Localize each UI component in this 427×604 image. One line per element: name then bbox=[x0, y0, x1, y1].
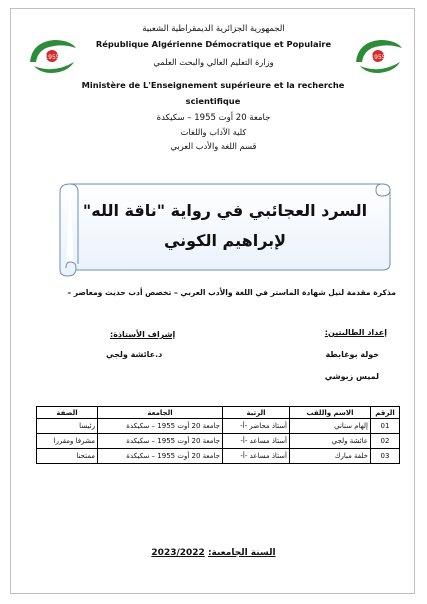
table-row bbox=[37, 449, 400, 464]
cell-role: ممتحنا bbox=[37, 449, 98, 464]
students-label: إعداد الطالبتين: bbox=[324, 328, 387, 337]
thesis-title: السرد العجائبي في رواية "ناقة الله" لإبراهيم الكوني bbox=[82, 201, 368, 250]
ministry-fr: Ministère de L'Enseignement supérieure et la recherche scientifique bbox=[81, 80, 345, 106]
department-name: قسم اللغة والأدب العربي bbox=[170, 141, 257, 151]
ministry-ar: وزارة التعليم العالي والبحث العلمي bbox=[153, 57, 274, 67]
committee-table bbox=[36, 406, 400, 464]
col-role: الصفة bbox=[37, 407, 98, 419]
republic-fr: République Algérienne Démocratique et Populaire bbox=[95, 39, 332, 49]
academic-year-label: السنة الجامعية: bbox=[207, 548, 276, 558]
svg-text:1955: 1955 bbox=[370, 54, 386, 61]
cell-role: رئيسا bbox=[37, 419, 98, 434]
cell-rank: أستاذ محاضر -أ- bbox=[223, 419, 290, 434]
col-name: الاسم واللقب bbox=[290, 407, 371, 419]
thesis-note: مذكرة مقدمة لنيل شهادة الماستر في اللغة والأدب العربي – تخصص أدب حديث ومعاصر – bbox=[67, 288, 396, 297]
cell-name: خلفة مبارك bbox=[290, 449, 371, 464]
cell-rank: أستاذ مساعد -أ- bbox=[223, 449, 290, 464]
col-number: الرقم bbox=[371, 407, 400, 419]
academic-year-value: 2023/2022 bbox=[151, 548, 205, 558]
table-header-row bbox=[37, 407, 400, 419]
cell-number: 03 bbox=[371, 449, 400, 464]
cell-name: إلهام سناني bbox=[290, 419, 371, 434]
university-name: جامعة 20 أوت 1955 – سكيكدة bbox=[156, 113, 271, 123]
cell-rank: أستاذ مساعد -أ- bbox=[223, 434, 290, 449]
republic-ar: الجمهورية الجزائرية الديمقراطية الشعبية bbox=[142, 24, 285, 34]
table-row bbox=[37, 434, 400, 449]
col-university: الجامعة bbox=[98, 407, 223, 419]
cell-university: جامعة 20 أوت 1955 – سكيكدة bbox=[98, 449, 223, 464]
svg-text:1955: 1955 bbox=[44, 54, 60, 61]
supervisor-name: د.عائشة ولجي bbox=[106, 350, 163, 359]
academic-year bbox=[0, 548, 427, 558]
cell-number: 02 bbox=[371, 434, 400, 449]
table-row bbox=[37, 419, 400, 434]
col-rank: الرتبة bbox=[223, 407, 290, 419]
cell-name: عائشة ولجي bbox=[290, 434, 371, 449]
faculty-name: كلية الآداب واللغات bbox=[180, 127, 247, 137]
cell-university: جامعة 20 أوت 1955 – سكيكدة bbox=[98, 419, 223, 434]
student-name-1: خولة بوغابطة bbox=[325, 350, 379, 359]
cell-role: مشرفا ومقررا bbox=[37, 434, 98, 449]
cell-university: جامعة 20 أوت 1955 – سكيكدة bbox=[98, 434, 223, 449]
cell-number: 01 bbox=[371, 419, 400, 434]
student-name-2: لميس زبوشي bbox=[324, 372, 379, 381]
supervisor-label: إشراف الأستاذة: bbox=[110, 330, 176, 339]
